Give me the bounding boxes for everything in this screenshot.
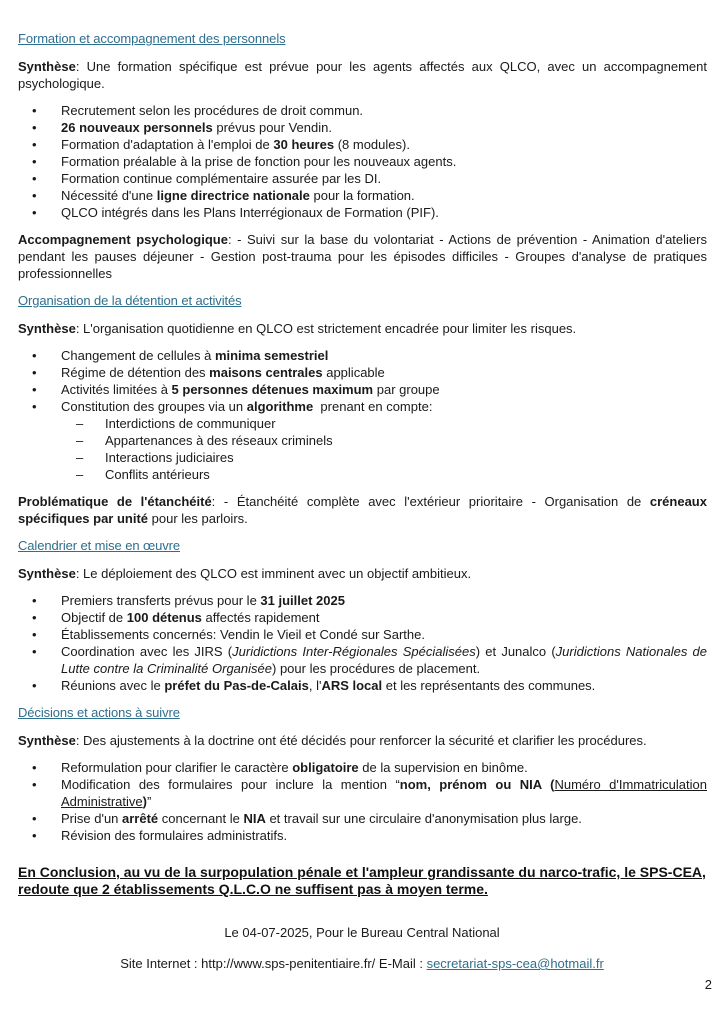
synthese-organisation: Synthèse: L'organisation quotidienne en QLCO est strictement encadrée pour limiter les risques.: [18, 321, 577, 336]
document-page: [18, 30, 707, 898]
conclusion-paragraph: En Conclusion, au vu de la surpopulation pénale et l'ampleur grandissante du narco-trafic, le SPS-CEA, redoute que 2 établissements Q.L.C.O ne suffisent pas à moyen terme.: [18, 864, 706, 897]
list-item: – Appartenances à des réseaux criminels: [18, 432, 707, 449]
list-item: – Interdictions de communiquer: [18, 415, 707, 432]
organisation-bullet-list: [18, 347, 707, 483]
list-item: • Formation préalable à la prise de fonction pour les nouveaux agents.: [18, 153, 707, 170]
section-heading-decisions: Décisions et actions à suivre: [18, 705, 180, 720]
list-item: • Reformulation pour clarifier le caractère obligatoire de la supervision en binôme.: [18, 759, 707, 776]
list-item: • Premiers transferts prévus pour le 31 juillet 2025: [18, 592, 707, 609]
list-item: • Formation d'adaptation à l'emploi de 30 heures (8 modules).: [18, 136, 707, 153]
accompagnement-psychologique-paragraph: Accompagnement psychologique: - Suivi sur la base du volontariat - Actions de prévention - Animation d'ateliers pendant les pauses déjeuner - Gestion post-trauma pour les épisodes difficiles - Groupes d'analyse de pratiques professionnelles: [18, 232, 707, 281]
list-item: • Recrutement selon les procédures de droit commun.: [18, 102, 707, 119]
list-item: – Interactions judiciaires: [18, 449, 707, 466]
list-item: • Formation continue complémentaire assurée par les DI.: [18, 170, 707, 187]
list-item: • Coordination avec les JIRS (Juridictions Inter-Régionales Spécialisées) et Junalco (Juridictions Nationales de Lutte contre la Criminalité Organisée) pour les procédures de placement.: [18, 643, 707, 677]
list-item: • Constitution des groupes via un algorithme prenant en compte: – Interdictions de communiquer – Appartenances à des réseaux criminels – Interactions judiciaires – Conflits antérieurs: [18, 398, 707, 483]
list-item: • 26 nouveaux personnels prévus pour Vendin.: [18, 119, 707, 136]
list-item: • Régime de détention des maisons centrales applicable: [18, 364, 707, 381]
list-item: – Conflits antérieurs: [18, 466, 707, 483]
site-text: Site Internet : http://www.sps-penitentiaire.fr/ E-Mail :: [120, 956, 427, 971]
synthese-calendrier: Synthèse: Le déploiement des QLCO est imminent avec un objectif ambitieux.: [18, 566, 472, 581]
list-item: • Modification des formulaires pour inclure la mention “nom, prénom ou NIA (Numéro d'Immatriculation Administrative)”: [18, 776, 707, 810]
list-item: • Établissements concernés: Vendin le Vieil et Condé sur Sarthe.: [18, 626, 707, 643]
section-heading-calendrier: Calendrier et mise en œuvre: [18, 538, 181, 553]
list-item: • QLCO intégrés dans les Plans Interrégionaux de Formation (PIF).: [18, 204, 707, 221]
synthese-formation: Synthèse: Une formation spécifique est prévue pour les agents affectés aux QLCO, avec un accompagnement psychologique.: [18, 59, 707, 91]
email-link[interactable]: secretariat-sps-cea@hotmail.fr: [426, 956, 604, 971]
list-item: • Révision des formulaires administratifs.: [18, 827, 707, 844]
synthese-decisions: Synthèse: Des ajustements à la doctrine ont été décidés pour renforcer la sécurité et clarifier les procédures.: [18, 733, 647, 748]
synthese-label: Synthèse: [18, 59, 76, 74]
section-heading-formation: Formation et accompagnement des personnels: [18, 31, 286, 46]
list-item: • Changement de cellules à minima semestriel: [18, 347, 707, 364]
etancheite-paragraph: Problématique de l'étanchéité: - Étanchéité complète avec l'extérieur prioritaire - Organisation de créneaux spécifiques par unité pour les parloirs.: [18, 494, 707, 526]
contact-line: [0, 955, 724, 972]
page-number: 2: [704, 977, 712, 992]
signature-line: Le 04-07-2025, Pour le Bureau Central National: [224, 925, 500, 940]
list-item: • Nécessité d'une ligne directrice nationale pour la formation.: [18, 187, 707, 204]
formation-bullet-list: [18, 102, 707, 221]
section-heading-organisation: Organisation de la détention et activités: [18, 293, 242, 308]
algorithme-criteria-list: [18, 415, 707, 483]
calendrier-bullet-list: [18, 592, 707, 694]
decisions-bullet-list: [18, 759, 707, 844]
list-item: • Prise d'un arrêté concernant le NIA et travail sur une circulaire d'anonymisation plus large.: [18, 810, 707, 827]
list-item: • Réunions avec le préfet du Pas-de-Calais, l'ARS local et les représentants des communes.: [18, 677, 707, 694]
list-item: • Activités limitées à 5 personnes détenues maximum par groupe: [18, 381, 707, 398]
list-item: • Objectif de 100 détenus affectés rapidement: [18, 609, 707, 626]
